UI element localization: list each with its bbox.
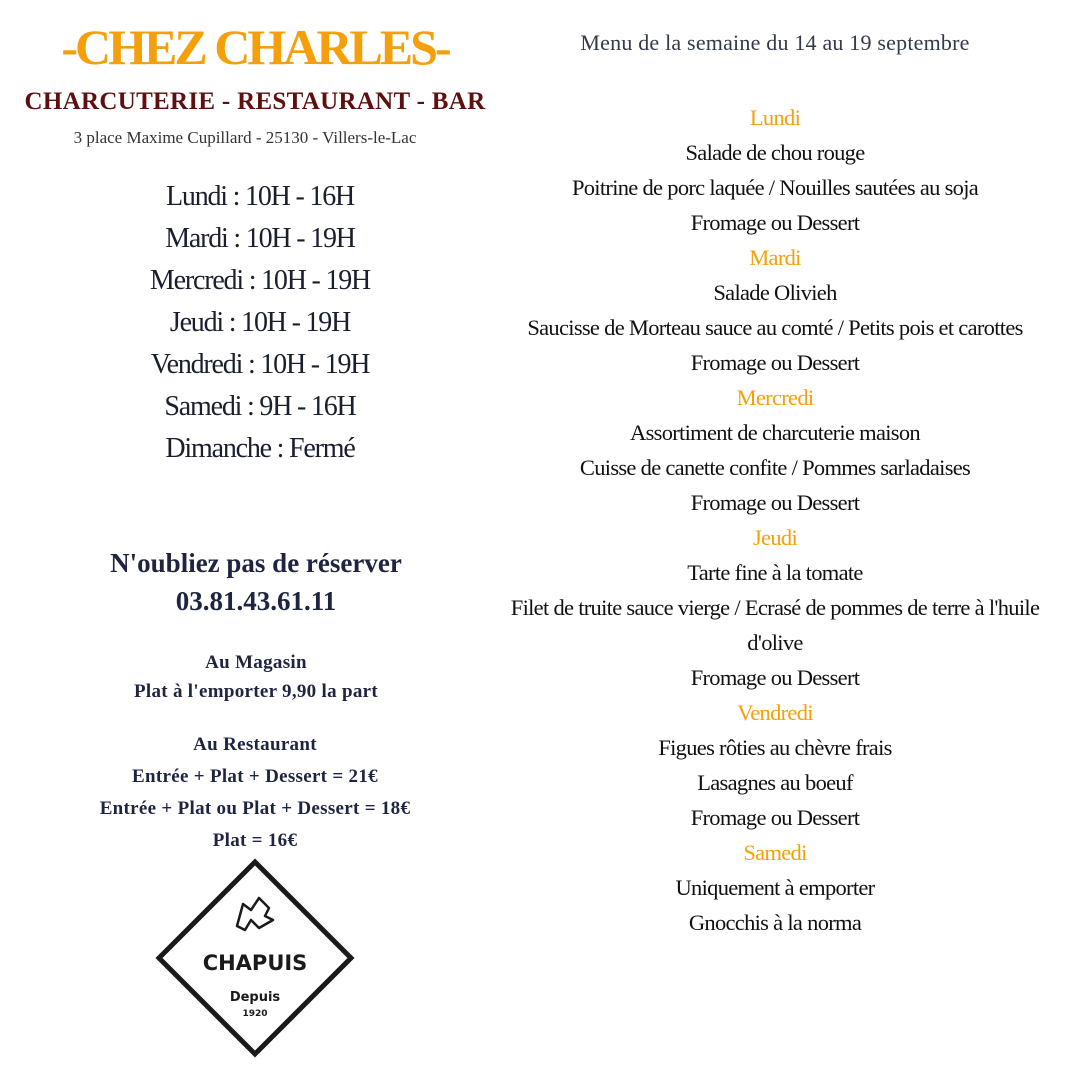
day-friday: Vendredi bbox=[737, 700, 813, 725]
formula-two: Entrée + Plat ou Plat + Dessert = 18€ bbox=[99, 798, 411, 819]
weekly-menu bbox=[470, 100, 1080, 940]
hours-tuesday: Mardi : 10H - 19H bbox=[165, 223, 355, 254]
hours-monday: Lundi : 10H - 16H bbox=[165, 181, 355, 212]
hours-saturday: Samedi : 9H - 16H bbox=[164, 391, 356, 422]
day-wednesday: Mercredi bbox=[736, 385, 814, 410]
address: 3 place Maxime Cupillard - 25130 - Villers-le-Lac bbox=[73, 128, 417, 147]
reservation-text: N'oubliez pas de réserver bbox=[110, 548, 402, 578]
menu-item: Fromage ou Dessert bbox=[690, 210, 860, 235]
day-monday: Lundi bbox=[749, 105, 801, 130]
menu-item: Tarte fine à la tomate bbox=[687, 560, 863, 585]
day-tuesday: Mardi bbox=[749, 245, 801, 270]
menu-column bbox=[470, 0, 1080, 1080]
menu-item: Salade de chou rouge bbox=[685, 140, 865, 165]
phone-number[interactable]: 03.81.43.61.11 bbox=[175, 586, 337, 616]
menu-item: Fromage ou Dessert bbox=[690, 490, 860, 515]
opening-hours bbox=[0, 176, 520, 470]
menu-item: Poitrine de porc laquée / Nouilles sautées au soja bbox=[571, 175, 979, 200]
menu-item: Uniquement à emporter bbox=[675, 875, 875, 900]
shop-title: Au Magasin bbox=[205, 652, 307, 673]
logo-since: Depuis bbox=[229, 990, 281, 1005]
restaurant-name: -CHEZ CHARLES- bbox=[61, 19, 449, 75]
restaurant-pricing bbox=[0, 729, 510, 857]
chapuis-logo bbox=[155, 858, 355, 1058]
logo-name: CHAPUIS bbox=[202, 951, 308, 975]
hours-thursday: Jeudi : 10H - 19H bbox=[169, 307, 351, 338]
shop-price: Plat à l'emporter 9,90 la part bbox=[134, 681, 378, 702]
formula-full: Entrée + Plat + Dessert = 21€ bbox=[132, 766, 378, 787]
menu-item: Cuisse de canette confite / Pommes sarladaises bbox=[579, 455, 971, 480]
formula-main: Plat = 16€ bbox=[212, 830, 298, 851]
tagline: CHARCUTERIE - RESTAURANT - BAR bbox=[24, 88, 486, 115]
menu-item: Lasagnes au boeuf bbox=[697, 770, 853, 795]
menu-item: Assortiment de charcuterie maison bbox=[630, 420, 920, 445]
menu-item: Fromage ou Dessert bbox=[690, 350, 860, 375]
menu-item: Fromage ou Dessert bbox=[690, 805, 860, 830]
logo-year: 1920 bbox=[242, 1009, 268, 1019]
menu-item: Saucisse de Morteau sauce au comté / Petits pois et carottes bbox=[527, 315, 1023, 340]
menu-item: Figues rôties au chèvre frais bbox=[658, 735, 892, 760]
restaurant-title: Au Restaurant bbox=[193, 734, 317, 755]
menu-item: d'olive bbox=[747, 630, 803, 655]
menu-item: Fromage ou Dessert bbox=[690, 665, 860, 690]
info-column bbox=[0, 0, 510, 1080]
reservation-block bbox=[0, 544, 512, 620]
hours-friday: Vendredi : 10H - 19H bbox=[150, 349, 370, 380]
menu-item: Salade Olivieh bbox=[713, 280, 837, 305]
day-saturday: Samedi bbox=[743, 840, 807, 865]
day-thursday: Jeudi bbox=[753, 525, 797, 550]
menu-item: Gnocchis à la norma bbox=[688, 910, 862, 935]
week-title: Menu de la semaine du 14 au 19 septembre bbox=[580, 30, 970, 55]
hours-sunday: Dimanche : Fermé bbox=[165, 433, 355, 464]
shop-pricing bbox=[0, 648, 512, 706]
menu-item: Filet de truite sauce vierge / Ecrasé de pommes de terre à l'huile bbox=[510, 595, 1040, 620]
hours-wednesday: Mercredi : 10H - 19H bbox=[149, 265, 371, 296]
